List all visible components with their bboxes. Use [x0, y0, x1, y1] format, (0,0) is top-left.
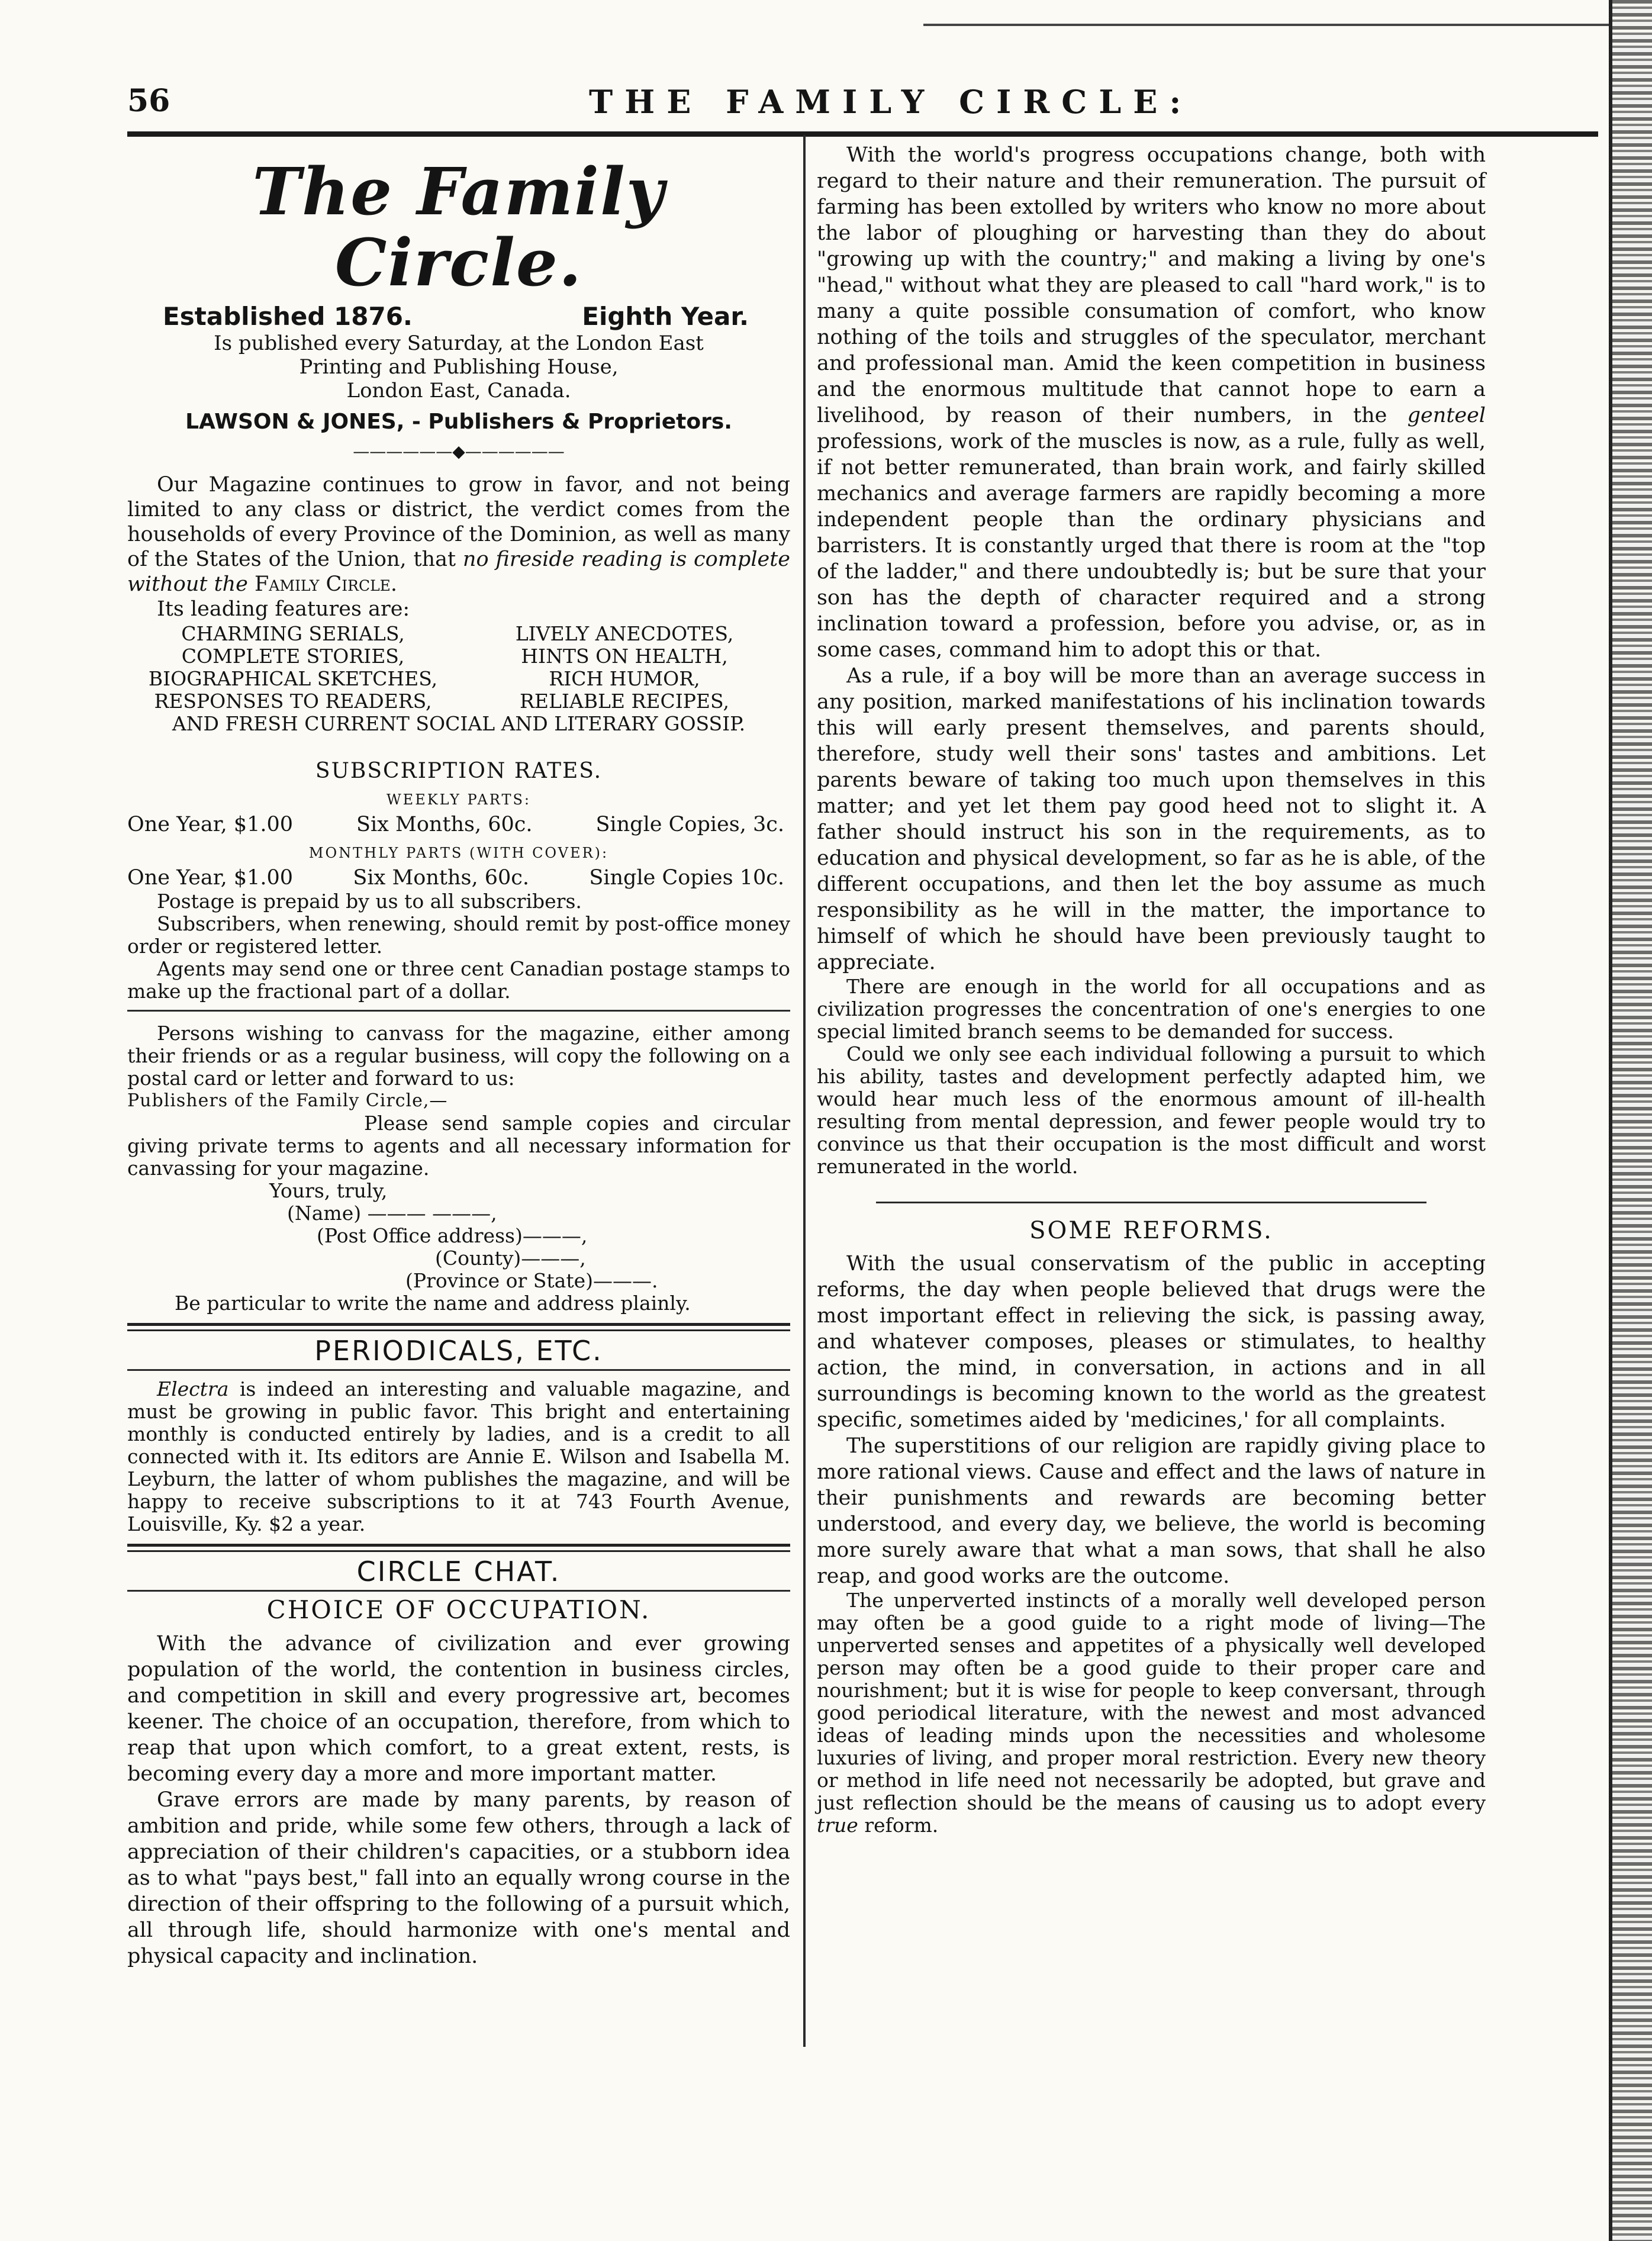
intro-paragraph [127, 472, 790, 597]
publication-info [127, 331, 790, 403]
county-field: (County)———, [435, 1247, 586, 1270]
closing: Yours, truly, [269, 1179, 388, 1202]
weekly-rates [127, 812, 790, 837]
canvass-note: Be particular to write the name and address plainly. [175, 1292, 691, 1315]
canvass-text: Persons wishing to canvass for the magazine, either among their friends or as a regular business, will copy the following on a postal card or letter and forward to us: [127, 1022, 790, 1090]
rate: Single Copies, 3c. [595, 813, 784, 836]
section-rule [127, 1010, 790, 1012]
periodicals-italic: Electra [157, 1377, 229, 1400]
running-title: THE FAMILY CIRCLE: [589, 83, 1193, 121]
feature-item: COMPLETE STORIES, [181, 645, 405, 668]
italic-word: genteel [1407, 404, 1486, 427]
feature-item: BIOGRAPHICAL SKETCHES, [148, 667, 438, 690]
periodicals-body: is indeed an interesting and valuable magazine, and must be growing in public favor. This bright and entertaining monthly is conducted entirely by ladies, and is a credit to all connected with it. Its editors are Annie E. Wilson and Isabella M. Leyburn, the latter of whom publishes the magazine, and will be happy to receive subscriptions to it at 743 Fourth Avenue, Louisville, Ky. $2 a year. [127, 1377, 790, 1535]
header-rule [127, 131, 1598, 137]
features-heading: Its leading features are: [157, 597, 410, 621]
paragraph: Grave errors are made by many parents, by reason of ambition and pride, while some few others, through a lack of appreciation of their children's capacities, or a stubborn idea as to what "pays best," fall into an equally wrong course in the direction of their offspring to the following of a pursuit which, all through life, should harmonize with one's mental and physical capacity and inclination. [127, 1788, 790, 1968]
rate: Six Months, 60c. [356, 813, 533, 836]
masthead-title: The Family Circle. [252, 153, 665, 301]
top-edge-line [923, 24, 1610, 26]
text: professions, work of the muscles is now, as a rule, fully as well, if not better remunerated, than brain work, and fairly skilled mechanics and average farmers are rapidly becoming a more independent people than the ordinary physicians and barristers. It is constantly urged that there is room at the "top of the ladder," and there undoubtedly is; but be sure that your son has the depth of character required and a strong inclination toward a profession, before you advise, or, as in some cases, command him to adopt this or that. [817, 430, 1486, 662]
some-reforms-heading: SOME REFORMS. [1029, 1217, 1273, 1244]
subscription-title: SUBSCRIPTION RATES. [315, 759, 603, 783]
canvass-request: Please send sample copies and circular giving private terms to agents and all necessary information for canvassing for your magazine. [127, 1112, 790, 1180]
pub-line-3: London East, Canada. [346, 379, 571, 403]
publishers: LAWSON & JONES, - Publishers & Proprietors. [185, 410, 732, 434]
feature-item: RICH HUMOR, [549, 667, 700, 690]
left-column [127, 142, 790, 1969]
intro-italic: no fireside reading is complete without the [127, 548, 790, 596]
features-list [127, 623, 790, 735]
province-field: (Province or State)———. [405, 1269, 658, 1292]
feature-item: HINTS ON HEALTH, [521, 645, 728, 668]
pub-line-2: Printing and Publishing House, [299, 355, 619, 379]
circle-chat-heading: CIRCLE CHAT. [356, 1556, 561, 1588]
periodicals-text [127, 1378, 790, 1535]
right-column [817, 142, 1486, 1837]
running-head [127, 83, 1595, 136]
canvass-notice [127, 1022, 790, 1315]
double-rule [127, 1323, 790, 1331]
weekly-label: WEEKLY PARTS: [387, 791, 531, 808]
paragraph: With the advance of civilization and ever growing population of the world, the contention in business circles, and competition in skill and every progressive art, becomes keener. The choice of an occupation, therefore, from which to reap that upon which comfort, to a great extent, rests, is becoming every day a more and more important matter. [127, 1632, 790, 1786]
established-line [127, 304, 790, 329]
paragraph [817, 1589, 1486, 1837]
italic-word: true [817, 1814, 858, 1837]
agents-notice: Agents may send one or three cent Canadian postage stamps to make up the fractional part of a dollar. [127, 957, 790, 1003]
feature-item: LIVELY ANECDOTES, [515, 622, 734, 645]
intro-end: Family Circle. [255, 572, 398, 596]
binding-edge [1612, 0, 1652, 2241]
text: With the world's progress occupations change, both with regard to their nature and their remuneration. The pursuit of farming has been extolled by writers who know no more about the labor of ploughing or harvesting than they do about "growing up with the country;" and making a living by one's "head," without what they are pleased to call "hard work," is to many a quite possible consumation of comfort, who know nothing of the toils and struggles of the speculator, merchant and professional man. Amid the keen competition in business and the enormous multitude that cannot hope to earn a livelihood, by reason of their numbers, in the [817, 143, 1486, 427]
choice-of-occupation-heading: CHOICE OF OCCUPATION. [266, 1595, 651, 1624]
paragraph: The superstitions of our religion are rapidly giving place to more rational views. Cause and effect and the laws of nature in their punishments and rewards are becoming better understood, and every day, we believe, the world is becoming more surely aware that what a man sows, that shall he also reap, and good works are the outcome. [817, 1434, 1486, 1588]
double-rule [127, 1544, 790, 1552]
post-office-field: (Post Office address)———, [317, 1224, 588, 1247]
feature-item: RELIABLE RECIPES, [520, 690, 729, 713]
established: Established 1876. [163, 302, 413, 331]
feature-item: RESPONSES TO READERS, [154, 690, 432, 713]
feature-item: CHARMING SERIALS, [181, 622, 405, 645]
section-rule [127, 1369, 790, 1371]
rate: One Year, $1.00 [127, 866, 294, 890]
section-rule [127, 1590, 790, 1592]
text: reform. [858, 1814, 939, 1837]
name-field: (Name) ——— ———, [287, 1202, 497, 1225]
right-border-rule [1609, 0, 1612, 2241]
monthly-rates [127, 865, 790, 890]
ornament-divider: ——————◆—————— [353, 442, 565, 461]
paragraph: There are enough in the world for all occupations and as civilization progresses the concentration of one's energies to one special limited branch seems to be demanded for success. [817, 975, 1486, 1043]
rate: Six Months, 60c. [353, 866, 529, 890]
text: The unperverted instincts of a morally well developed person may often be a good guide to a right mode of living—The unperverted senses and appetites of a physically well developed person may often be a good guide to their proper care and nourishment; but it is wise for people to keep conversant, through good periodical literature, with the newest and most advanced ideas of leading minds upon the necessities and wholesome luxuries of living, and proper moral restriction. Every new theory or method in life need not necessarily be adopted, but grave and just reflection should be the means of causing us to adopt every [817, 1589, 1486, 1814]
pub-line-1: Is published every Saturday, at the London East [214, 331, 704, 355]
column-divider [803, 135, 806, 2047]
feature-item: AND FRESH CURRENT SOCIAL AND LITERARY GOSSIP. [172, 712, 746, 735]
rate: Single Copies 10c. [589, 866, 784, 890]
paragraph: As a rule, if a boy will be more than an average success in any position, marked manifestations of his inclination towards this will early present themselves, and parents should, therefore, study well their sons' tastes and ambitions. Let parents beware of taking too much upon themselves in this matter; and yet let them pay good heed not to slight it. A father should instruct his son in the requirements, as to education and physical development, so far as he is able, of the different occupations, and then let the boy assume as much responsibility as he will in the matter, the importance to himself of which he should have been previously taught to appreciate. [817, 664, 1486, 974]
intro-text: Our Magazine continues to grow in favor, and not being limited to any class or district, the verdict comes from the households of every Province of the Dominion, as well as many of the States of the Union, that [127, 473, 790, 571]
page-number: 56 [127, 83, 170, 119]
section-rule [876, 1202, 1426, 1203]
paragraph: Could we only see each individual following a pursuit to which his ability, tastes and development perfectly adapted him, we would hear much less of the enormous amount of ill-health resulting from mental depression, and fewer people would try to convince us that their occupation is the most difficult and worst remunerated in the world. [817, 1042, 1486, 1178]
monthly-label: MONTHLY PARTS (WITH COVER): [308, 845, 609, 861]
canvass-addressee: Publishers of the Family Circle,— [127, 1090, 448, 1111]
postage-notice: Postage is prepaid by us to all subscribers. [157, 890, 582, 913]
paragraph: With the usual conservatism of the public in accepting reforms, the day when people believed that drugs were the most important effect in relieving the sick, is passing away, and whatever composes, pleases or stimulates, to healthy action, the mind, in conversation, in actions and in all surroundings is becoming known to the world as the greatest specific, sometimes aided by 'medicines,' for all complaints. [817, 1252, 1486, 1432]
year: Eighth Year. [582, 302, 749, 331]
paragraph [817, 142, 1486, 663]
circle-chat-body [127, 1631, 790, 1969]
periodicals-heading: PERIODICALS, ETC. [314, 1335, 603, 1367]
subscribers-notice: Subscribers, when renewing, should remit by post-office money order or registered letter. [127, 912, 790, 958]
rate: One Year, $1.00 [127, 813, 294, 836]
